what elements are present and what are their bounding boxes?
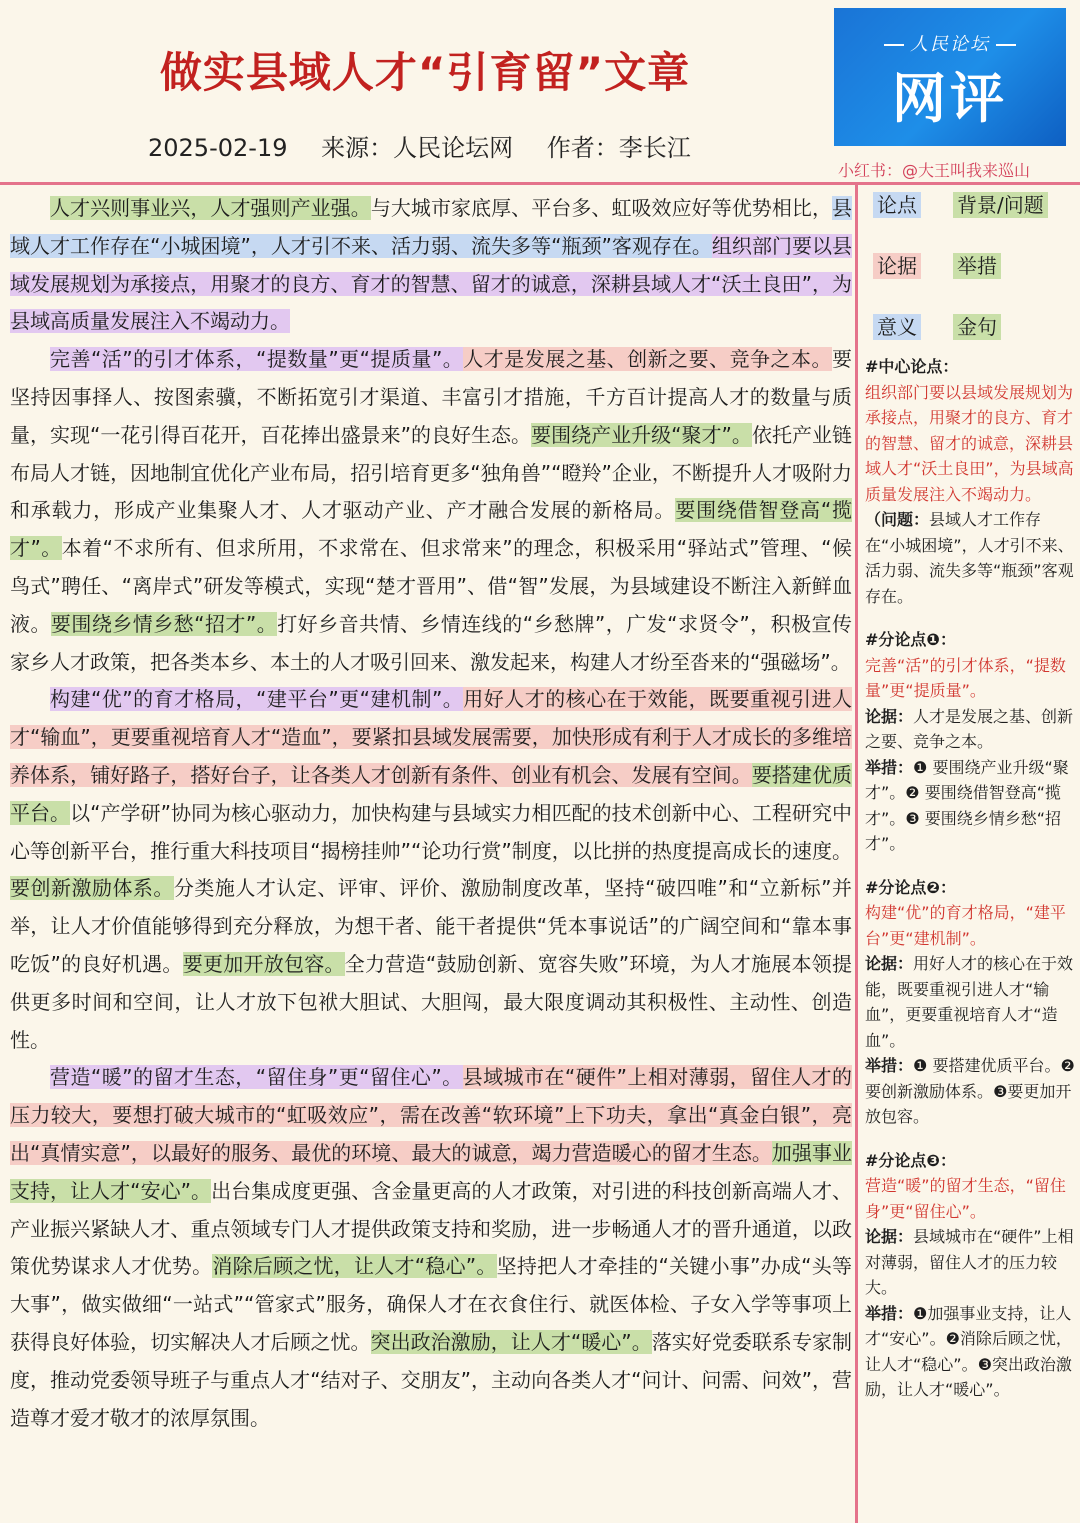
summary-sidebar: [865, 190, 1075, 1421]
evidence-label: 论据：: [865, 706, 914, 726]
measures-text: ❶ 要围绕产业升级“聚才”。❷ 要围绕借智登高“揽才”。❸ 要围绕乡情乡愁“招才”。: [865, 757, 1069, 853]
legend-significance: 意义: [873, 314, 921, 340]
measures-text: ❶加强事业支持，让人才“安心”。❷消除后顾之忧，让人才“稳心”。❸突出政治激励，让人才“暖心”。: [865, 1303, 1072, 1399]
paragraph-4: [10, 1059, 852, 1437]
wangping-logo: [834, 8, 1066, 146]
evidence-label: 论据：: [865, 954, 914, 973]
sub-thesis-3: [865, 1148, 1075, 1403]
sub-thesis-3-evidence: [865, 1224, 1075, 1301]
legend-golden-sentence: 金句: [953, 314, 1001, 340]
sub-thesis-2-title: #分论点❷：: [865, 877, 956, 897]
legend-measures: 举措: [953, 253, 1001, 279]
sub-thesis-1-title: #分论点❶：: [865, 630, 956, 649]
text-segment: 出台集成度更强、含金量更高的人才政策，对引进的科技创新高端人才、产业振兴紧缺人才、重点领域专门人才提供政策支持和奖励，进一步畅通人才的晋升通道，以政策优势谋求人才优势。: [10, 1178, 852, 1279]
evidence-text: 县域城市在“硬件”上相对薄弱，留住人才的压力较大。: [865, 1227, 1074, 1297]
highlight-green: 要围绕产业升级“聚才”。: [531, 422, 752, 447]
source-label: 来源：人民论坛网: [321, 134, 514, 162]
measures-label: 举措：: [865, 1303, 914, 1323]
highlight-green: 消除后顾之忧，让人才“稳心”。: [212, 1254, 497, 1279]
header: [0, 0, 1080, 184]
sub-thesis-2-evidence: [865, 951, 1075, 1053]
highlight-purple: 构建“优”的育才格局，“建平台”更“建机制”。: [50, 687, 464, 712]
legend-evidence: 论据: [873, 253, 921, 279]
highlight-green: 要更加开放包容。: [182, 951, 345, 976]
text-segment: 要坚持因事择人、按图索骥，不断拓宽引才渠道、丰富引才措施，千方百计提高人才的数量与质量，实现“一花引得百花开，百花捧出盛景来”的良好生态。: [10, 347, 853, 447]
sub-thesis-3-measures: [865, 1301, 1075, 1403]
sub-thesis-2-measures: [865, 1053, 1075, 1130]
logo-small-text: 人民论坛: [834, 30, 1066, 56]
highlight-green: 突出政治激励，让人才“暖心”。: [370, 1329, 652, 1354]
paragraph-3: [10, 681, 852, 1059]
text-segment: 打好乡音共情、乡情连线的“乡愁牌”，广发“求贤令”，积极宣传家乡人才政策，把各类本乡、本土的人才吸引回来、激发起来，构建人才纷至沓来的“强磁场”。: [10, 611, 852, 674]
measures-label: 举措：: [865, 757, 914, 777]
highlight-pink: 用好人才的核心在于效能，既要重视引进人才“输血”，更要重视培育人才“造血”，要紧扣县域发展需要，加快形成有利于人才成长的多维培养体系，铺好路子，搭好台子，让各类人才创新有条件、创业有机会、发展有空间。: [10, 687, 853, 787]
logo-big-text: 网评: [892, 67, 1008, 130]
measures-label: 举措：: [865, 1056, 914, 1075]
highlight-pink: 人才是发展之基、创新之要、竞争之本。: [463, 347, 833, 372]
highlight-blue: 县域人才工作存在“小城困境”，人才引不来、活力弱、流失多等“瓶颈”客观存在。: [10, 196, 853, 258]
text-segment: 分类施人才认定、评审、评价、激励制度改革，坚持“破四唯”和“立新标”并举，让人才价值能够得到充分释放，为想干者、能干者提供“凭本事说话”的广阔空间和“靠本事吃饭”的良好机遇。: [10, 876, 852, 976]
highlight-green: 人才兴则事业兴，人才强则产业强。: [50, 196, 371, 220]
evidence-text: 用好人才的核心在于效能，既要重视引进人才“输血”，更要重视培育人才“造血”。: [865, 954, 1074, 1050]
sub-thesis-2-text: 构建“优”的育才格局，“建平台”更“建机制”。: [865, 903, 1066, 948]
legend-background: 背景/问题: [953, 192, 1048, 218]
measures-text: ❶ 要搭建优质平台。❷ 要创新激励体系。❸要更加开放包容。: [865, 1056, 1075, 1126]
highlight-legend: [865, 190, 1075, 350]
central-thesis: [865, 354, 1075, 609]
highlight-purple: 组织部门要以县域发展规划为承接点，用聚才的良方、育才的智慧、留才的诚意，深耕县域人才“沃土良田”，为县域高质量发展注入不竭动力。: [10, 233, 852, 334]
evidence-text: 人才是发展之基、创新之要、竞争之本。: [865, 706, 1074, 751]
sub-thesis-2: [865, 875, 1075, 1130]
highlight-purple: 完善“活”的引才体系，“提数量”更“提质量”。: [50, 347, 464, 372]
text-segment: 全力营造“鼓励创新、宽容失败”环境，为人才施展本领提供更多时间和空间，让人才放下包袱大胆试、大胆闯，最大限度调动其积极性、主动性、创造性。: [10, 951, 852, 1052]
paragraph-2: [10, 341, 852, 681]
problem-label: （问题：: [865, 510, 930, 529]
article-meta: [148, 128, 717, 163]
highlight-purple: 营造“暖”的留才生态，“留住身”更“留住心”。: [50, 1065, 463, 1090]
sub-thesis-1-measures: [865, 755, 1075, 857]
text-segment: 依托产业链布局人才链，因地制宜优化产业布局，招引培育更多“独角兽”“瞪羚”企业，不断提升人才吸附力和承载力，形成产业集聚人才、人才驱动产业、产才融合发展的新格局。: [10, 422, 852, 523]
text-segment: 以“产学研”协同为核心驱动力，加快构建与县域实力相匹配的技术创新中心、工程研究中心等创新平台，推行重大科技项目“揭榜挂帅”“论功行赏”制度，以比拼的热度提高成长的速度。: [10, 800, 852, 863]
highlight-green: 加强事业支持，让人才“安心”。: [10, 1140, 852, 1203]
highlight-green: 要创新激励体系。: [10, 876, 174, 901]
paragraph-1: [10, 190, 852, 341]
publish-date: 2025-02-19: [148, 134, 288, 162]
legend-thesis: 论点: [873, 192, 921, 218]
sub-thesis-1: [865, 627, 1075, 857]
highlight-green: 要搭建优质平台。: [10, 762, 853, 825]
credit-line: 小红书：@大王叫我来巡山: [838, 161, 1031, 180]
sub-thesis-3-text: 营造“暖”的留才生态，“留住身”更“留住心”。: [865, 1176, 1066, 1221]
text-segment: 落实好党委联系专家制度，推动党委领导班子与重点人才“结对子、交朋友”，主动向各类人才“问计、问需、问效”，营造尊才爱才敬才的浓厚氛围。: [10, 1329, 853, 1430]
sub-thesis-1-evidence: [865, 704, 1075, 755]
article-body: [10, 190, 852, 1437]
problem-text: 县域人才工作存在“小城困境”，人才引不来、活力弱、流失多等“瓶颈”客观存在。: [865, 510, 1074, 606]
highlight-green: 要围绕借智登高“揽才”。: [10, 498, 852, 561]
text-segment: 坚持把人才牵挂的“关键小事”办成“头等大事”，做实做细“一站式”“管家式”服务，确保人才在衣食住行、就医体检、子女入学等事项上获得良好体验，切实解决人才后顾之忧。: [10, 1254, 852, 1354]
header-divider: [0, 182, 1080, 185]
article-title: 做实县域人才“引育留”文章: [159, 48, 691, 97]
sub-thesis-3-title: #分论点❸：: [865, 1150, 956, 1170]
central-thesis-text: 组织部门要以县域发展规划为承接点，用聚才的良方、育才的智慧、留才的诚意，深耕县域人才“沃土良田”，为县域高质量发展注入不竭动力。: [865, 382, 1074, 504]
sub-thesis-1-text: 完善“活”的引才体系，“提数量”更“提质量”。: [865, 655, 1066, 700]
highlight-pink: 县域城市在“硬件”上相对薄弱，留住人才的压力较大，要想打破大城市的“虹吸效应”，需在改善“软环境”上下功夫，拿出“真金白银”，亮出“真情实意”，以最好的服务、最优的环境、最大的诚意，竭力营造暖心的留才生态。: [10, 1065, 852, 1165]
highlight-green: 要围绕乡情乡愁“招才”。: [50, 611, 278, 636]
evidence-label: 论据：: [865, 1227, 914, 1246]
text-segment: 本着“不求所有、但求所用，不求常在、但求常来”的理念，积极采用“驿站式”管理、“候鸟式”聘任、“离岸式”研发等模式，实现“楚才晋用”、借“智”发展，为县域建设不断注入新鲜血液。: [10, 536, 852, 636]
problem-note: [865, 507, 1075, 609]
text-segment: 与大城市家底厚、平台多、虹吸效应好等优势相比，: [370, 196, 833, 220]
central-thesis-title: #中心论点：: [865, 357, 959, 376]
column-divider: [855, 184, 858, 1523]
author-label: 作者：李长江: [546, 134, 691, 162]
